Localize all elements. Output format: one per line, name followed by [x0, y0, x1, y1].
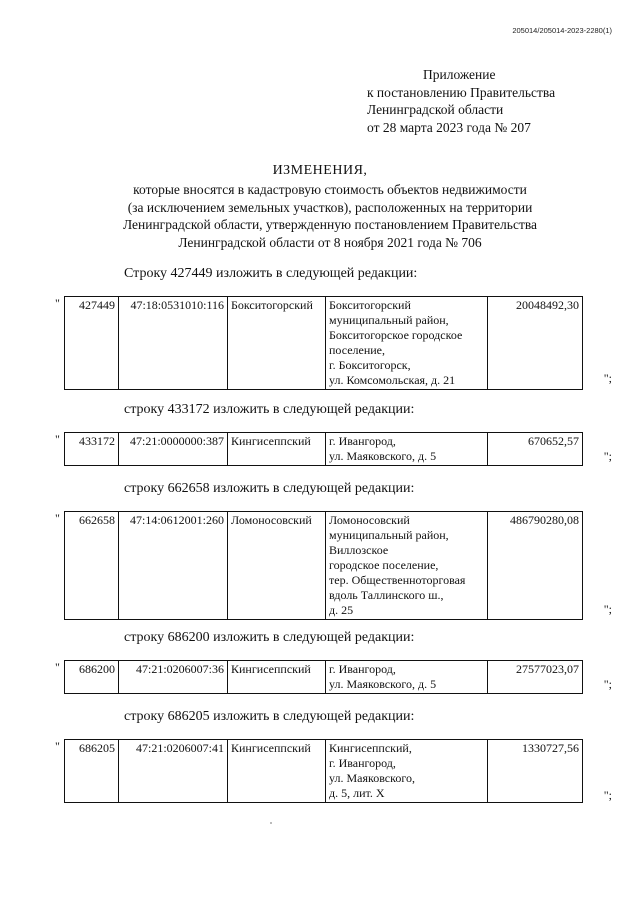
changes-title: ИЗМЕНЕНИЯ, [272, 163, 368, 178]
address-line: Бокситогорское городское [329, 328, 463, 342]
entry-instruction: Строку 427449 изложить в следующей редакции: [124, 266, 418, 281]
address-line: г. Ивангород, [329, 756, 396, 770]
close-quote: "; [603, 602, 612, 616]
address-line: вдоль Таллинского ш., [329, 588, 444, 602]
cadastral-number: 47:18:0531010:116 [119, 297, 228, 390]
scan-speck [270, 822, 272, 824]
entry-instruction: строку 662658 изложить в следующей редакции: [124, 481, 415, 496]
appendix-line: Ленинградской области [367, 102, 504, 117]
cadastral-number: 47:21:0206007:41 [119, 740, 228, 803]
entry-block [52, 739, 612, 801]
district: Ломоносовский [228, 512, 326, 620]
appendix-line: к постановлению Правительства [367, 84, 556, 100]
entry-table [64, 739, 583, 803]
address-line: ул. Маяковского, д. 5 [329, 677, 437, 691]
document-id: 205014/205014-2023-2280(1) [512, 26, 612, 35]
appendix-line: от 28 марта 2023 года № 207 [367, 119, 531, 135]
changes-subtitle [80, 181, 580, 251]
address [326, 512, 488, 620]
district: Кингисеппский [228, 433, 326, 466]
entry-table [64, 296, 583, 390]
row-number: 686200 [65, 661, 119, 694]
address-line: поселение, [329, 343, 386, 357]
appendix-line: Приложение [423, 67, 496, 82]
subtitle-line: (за исключением земельных участков), расположенных на территории [127, 199, 533, 215]
address-line: Бокситогорский [329, 298, 411, 312]
address [326, 433, 488, 466]
address-line: муниципальный район, [329, 528, 449, 542]
entry-table [64, 660, 583, 694]
district: Кингисеппский [228, 740, 326, 803]
address-line: г. Ивангород, [329, 434, 396, 448]
address-line: ул. Комсомольская, д. 21 [329, 373, 456, 387]
district: Бокситогорский [228, 297, 326, 390]
close-quote: "; [603, 371, 612, 385]
subtitle-line: Ленинградской области от 8 ноября 2021 года № 706 [178, 234, 482, 250]
address-line: Виллозское [329, 543, 389, 557]
row-number: 662658 [65, 512, 119, 620]
close-quote: "; [603, 677, 612, 691]
open-quote: " [55, 739, 60, 753]
row-number: 686205 [65, 740, 119, 803]
entry-block [52, 660, 612, 690]
row-number: 433172 [65, 433, 119, 466]
cadastral-value: 486790280,08 [488, 512, 583, 620]
address-line: г. Ивангород, [329, 662, 396, 676]
address-line: д. 5, лит. Х [329, 786, 385, 800]
entry-instruction: строку 686200 изложить в следующей редакции: [124, 630, 415, 645]
appendix-header [367, 66, 555, 136]
table-row [65, 433, 583, 466]
cadastral-value: 27577023,07 [488, 661, 583, 694]
entry-block [52, 432, 612, 462]
cadastral-number: 47:21:0000000:387 [119, 433, 228, 466]
entry-instruction: строку 686205 изложить в следующей редакции: [124, 709, 415, 724]
address-line: муниципальный район, [329, 313, 449, 327]
address-line: ул. Маяковского, [329, 771, 415, 785]
subtitle-line: которые вносятся в кадастровую стоимость объектов недвижимости [133, 182, 527, 197]
open-quote: " [55, 432, 60, 446]
row-number: 427449 [65, 297, 119, 390]
address-line: Кингисеппский, [329, 741, 412, 755]
table-row [65, 661, 583, 694]
cadastral-value: 1330727,56 [488, 740, 583, 803]
address-line: Ломоносовский [329, 513, 410, 527]
district: Кингисеппский [228, 661, 326, 694]
cadastral-number: 47:14:0612001:260 [119, 512, 228, 620]
table-row [65, 740, 583, 803]
cadastral-value: 670652,57 [488, 433, 583, 466]
open-quote: " [55, 296, 60, 310]
table-row [65, 297, 583, 390]
entry-instruction: строку 433172 изложить в следующей редакции: [124, 402, 415, 417]
address-line: ул. Маяковского, д. 5 [329, 449, 437, 463]
address-line: д. 25 [329, 603, 354, 617]
cadastral-number: 47:21:0206007:36 [119, 661, 228, 694]
address-line: тер. Общественноторговая [329, 573, 466, 587]
close-quote: "; [603, 788, 612, 802]
address [326, 297, 488, 390]
cadastral-value: 20048492,30 [488, 297, 583, 390]
close-quote: "; [603, 449, 612, 463]
entry-block [52, 511, 612, 615]
entry-table [64, 432, 583, 466]
address [326, 740, 488, 803]
address-line: городское поселение, [329, 558, 439, 572]
open-quote: " [55, 511, 60, 525]
open-quote: " [55, 660, 60, 674]
address-line: г. Бокситогорск, [329, 358, 411, 372]
entry-block [52, 296, 612, 387]
address [326, 661, 488, 694]
table-row [65, 512, 583, 620]
subtitle-line: Ленинградской области, утвержденную постановлением Правительства [122, 217, 538, 232]
entry-table [64, 511, 583, 620]
